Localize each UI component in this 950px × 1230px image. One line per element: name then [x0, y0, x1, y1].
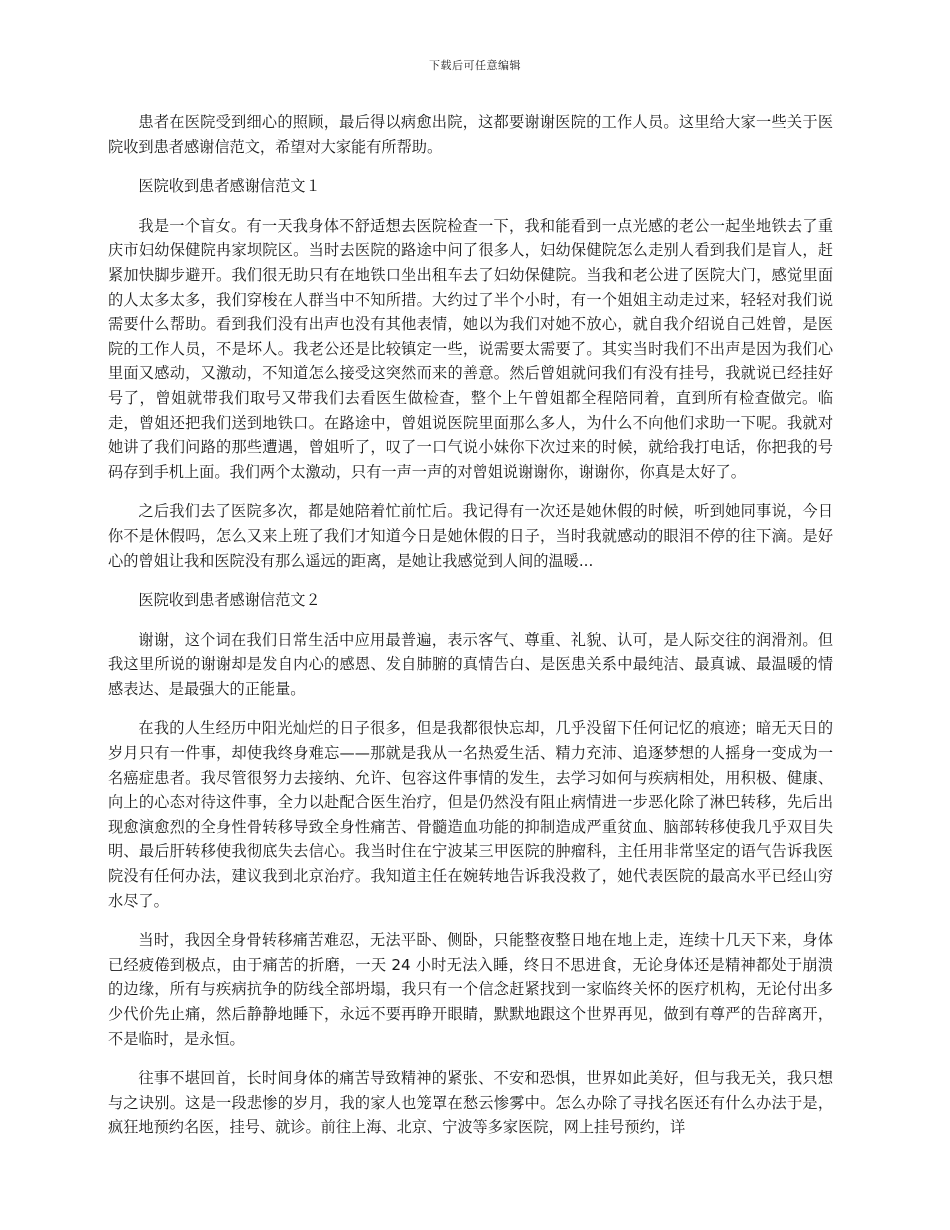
section-1-title: 医院收到患者感谢信范文１ [138, 177, 321, 196]
section-1-paragraph-2: 之后我们去了医院多次，都是她陪着忙前忙后。我记得有一次还是她休假的时候，听到她同事说，今日你不是休假吗，怎么又来上班了我们才知道今日是她休假的日子，当时我就感动的眼泪不停的往下滴。是好心的曾姐让我和医院没有那么遥远的距离，是她让我感觉到人间的温暖... [108, 502, 833, 570]
document-body [108, 110, 833, 1155]
intro-paragraph: 患者在医院受到细心的照顾，最后得以病愈出院，这都要谢谢医院的工作人员。这里给大家一些关于医院收到患者感谢信范文，希望对大家能有所帮助。 [108, 113, 833, 156]
section-1-paragraph-1: 我是一个盲女。有一天我身体不舒适想去医院检查一下，我和能看到一点光感的老公一起坐地铁去了重庆市妇幼保健院冉家坝院区。当时去医院的路途中问了很多人，妇幼保健院怎么走别人看到我们是盲人，赶紧加快脚步避开。我们很无助只有在地铁口坐出租车去了妇幼保健院。当我和老公进了医院大门，感觉里面的人太多太多，我们穿梭在人群当中不知所措。大约过了半个小时，有一个姐姐主动走过来，轻轻对我们说需要什么帮助。看到我们没有出声也没有其他表情，她以为我们对她不放心，就自我介绍说自己姓曾，是医院的工作人员，不是坏人。我老公还是比较镇定一些，说需要太需要了。其实当时我们不出声是因为我们心里面又感动，又激动，不知道怎么接受这突然而来的善意。然后曾姐就问我们有没有挂号，我就说已经挂好号了，曾姐就带我们取号又带我们去看医生做检查，整个上午曾姐都全程陪同着，直到所有检查做完。临走，曾姐还把我们送到地铁口。在路途中，曾姐说医院里面那么多人，为什么不向他们求助一下呢。我就对她讲了我们问路的那些遭遇，曾姐听了，叹了一口气说小妹你下次过来的时候，就给我打电话，你把我的号码存到手机上面。我们两个太激动，只有一声一声的对曾姐说谢谢你，谢谢你，你真是太好了。 [108, 216, 833, 481]
section-2-paragraph-1: 谢谢，这个词在我们日常生活中应用最普遍，表示客气、尊重、礼貌、认可，是人际交往的润滑剂。但我这里所说的谢谢却是发自内心的感恩、发自肺腑的真情告白、是医患关系中最纯洁、最真诚、最温暖的情感表达、是最强大的正能量。 [108, 630, 833, 698]
section-2-title: 医院收到患者感谢信范文２ [138, 591, 321, 610]
section-2-paragraph-3: 当时，我因全身骨转移痛苦难忍，无法平卧、侧卧，只能整夜整日地在地上走，连续十几天下来，身体已经疲倦到极点，由于痛苦的折磨，一天 24 小时无法入睡，终日不思进食，无论身体还是精神都处于崩溃的边缘，所有与疾病抗争的防线全部坍塌，我只有一个信念赶紧找到一家临终关怀的医疗机构，无论付出多少代价先止痛，然后静静地睡下，永远不要再睁开眼睛，默默地跟这个世界再见，做到有尊严的告辞离开，不是临时，是永恒。 [108, 931, 833, 1048]
section-2-paragraph-4: 往事不堪回首，长时间身体的痛苦导致精神的紧张、不安和恐惧，世界如此美好，但与我无关，我只想与之诀别。这是一段悲惨的岁月，我的家人也笼罩在愁云惨雾中。怎么办除了寻找名医还有什么办法于是，疯狂地预约名医，挂号、就诊。前往上海、北京、宁波等多家医院，网上挂号预约，详 [108, 1069, 833, 1137]
header-note: 下载后可任意编辑 [429, 59, 521, 72]
section-2-paragraph-2: 在我的人生经历中阳光灿烂的日子很多，但是我都很快忘却，几乎没留下任何记忆的痕迹；暗无天日的岁月只有一件事，却使我终身难忘——那就是我从一名热爱生活、精力充沛、追逐梦想的人摇身一变成为一名癌症患者。我尽管很努力去接纳、允许、包容这件事情的发生，去学习如何与疾病相处，用积极、健康、向上的心态对待这件事，全力以赴配合医生治疗，但是仍然没有阻止病情进一步恶化除了淋巴转移，先后出现愈演愈烈的全身性骨转移导致全身性痛苦、骨髓造血功能的抑制造成严重贫血、脑部转移使我几乎双目失明、最后肝转移使我彻底失去信心。我当时住在宁波某三甲医院的肿瘤科，主任用非常坚定的语气告诉我医院没有任何办法，建议我到北京治疗。我知道主任在婉转地告诉我没救了，她代表医院的最高水平已经山穷水尽了。 [108, 719, 833, 910]
